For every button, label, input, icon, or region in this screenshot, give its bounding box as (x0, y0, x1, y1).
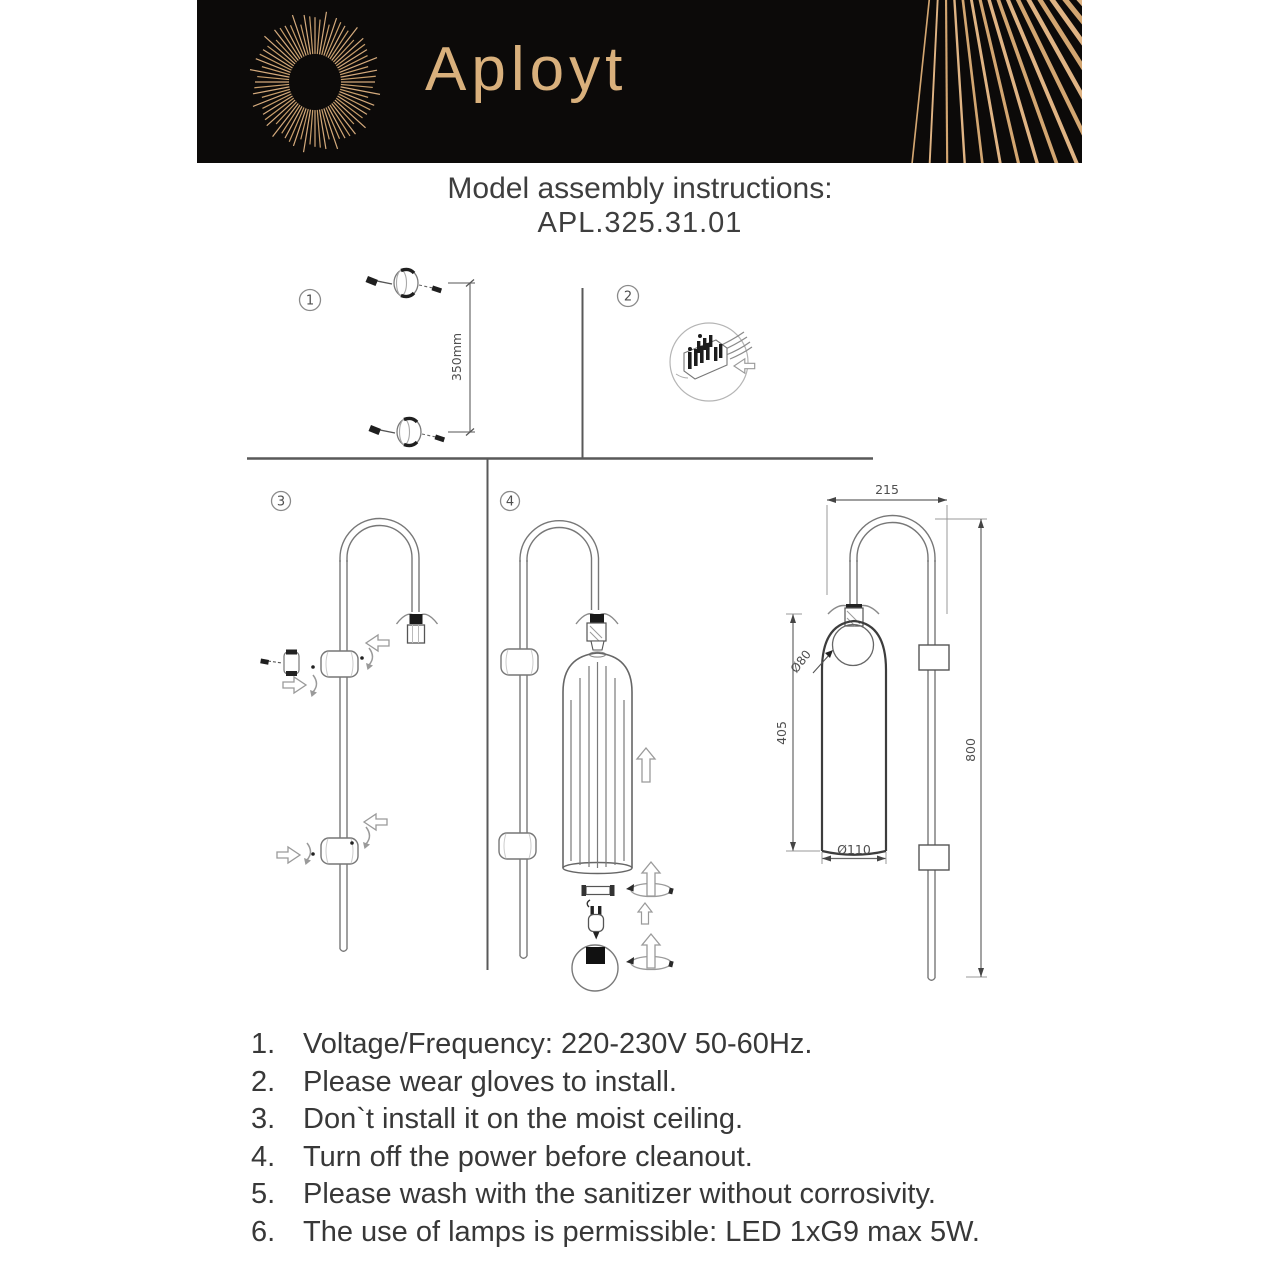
dim-shade-diameter: Ø110 (837, 842, 871, 857)
list-item (251, 1064, 1081, 1102)
item-text: The use of lamps is permissible: LED 1xG9 max 5W. (303, 1215, 980, 1248)
page-title: Model assembly instructions: (447, 172, 833, 205)
step-4-number: 4 (505, 494, 515, 510)
item-text: Please wash with the sanitizer without corrosivity. (303, 1178, 936, 1211)
item-number: 6. (251, 1215, 276, 1248)
dim-total-height: 800 (963, 738, 978, 762)
panel-dividers (247, 288, 873, 970)
item-text: Don`t install it on the moist ceiling. (303, 1103, 744, 1136)
list-item (251, 1139, 1081, 1177)
item-number: 2. (251, 1065, 276, 1098)
item-text: Please wear gloves to install. (303, 1065, 677, 1098)
brand-logo-text: Aployt (425, 35, 628, 104)
list-item (251, 1176, 1081, 1214)
item-number: 3. (251, 1103, 276, 1136)
item-number: 1. (251, 1028, 276, 1060)
dim-bulb-diameter: Ø80 (787, 647, 814, 676)
item-number: 5. (251, 1178, 276, 1211)
item-text: Voltage/Frequency: 220-230V 50-60Hz. (303, 1028, 813, 1060)
model-number: APL.325.31.01 (537, 207, 743, 239)
dimension-drawing (774, 482, 987, 980)
step-3-drawing (260, 519, 437, 952)
dim-arm-width: 215 (875, 482, 899, 497)
item-number: 4. (251, 1140, 276, 1173)
list-item (251, 1101, 1081, 1139)
dim-shade-height: 405 (774, 721, 789, 745)
step-1-number: 1 (305, 293, 315, 309)
step-2-number: 2 (623, 289, 633, 305)
dim-mount-spacing: 350mm (449, 332, 464, 382)
step-2-drawing (670, 323, 755, 401)
step-3-number: 3 (276, 494, 286, 510)
step-1-drawing (366, 269, 476, 446)
list-item (251, 1214, 1081, 1252)
item-text: Turn off the power before cleanout. (303, 1140, 753, 1173)
instructions-list (251, 1026, 1081, 1252)
step-4-drawing (499, 521, 674, 991)
list-item (251, 1026, 1081, 1064)
